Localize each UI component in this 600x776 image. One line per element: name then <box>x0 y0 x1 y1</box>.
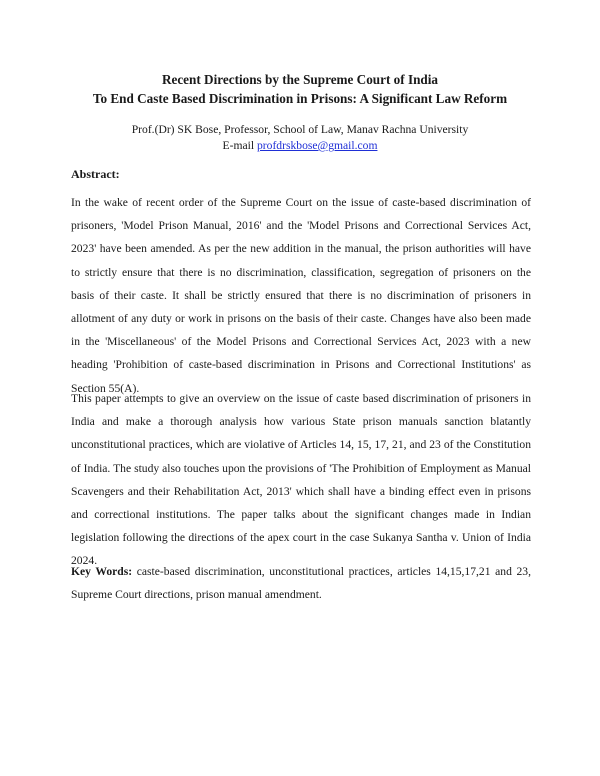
keywords-label: Key Words: <box>71 565 133 578</box>
abstract-paragraph-1: In the wake of recent order of the Supreme Court on the issue of caste-based discrimination of prisoners, 'Model Prison Manual, 2016' and the 'Model Prisons and Correctional Services Act, 2023' have been amended. As per the new addition in the manual, the prison authorities will have to strictly ensure that there is no discrimination, classification, segregation of prisoners on the basis of their caste. It shall be strictly ensured that there is no discrimination of prisoners in allotment of any duty or work in prisons on the basis of their caste. Changes have also been made in the 'Miscellaneous' of the Model Prisons and Correctional Services Act, 2023 with a new heading 'Prohibition of caste-based discrimination in Prisons and Correctional Institutions' as Section 55(A). <box>71 196 531 395</box>
email-line <box>0 138 600 154</box>
paper-title <box>0 70 600 108</box>
abstract-heading: Abstract: <box>71 167 120 181</box>
abstract-paragraph-2: This paper attempts to give an overview on the issue of caste based discrimination of prisoners in India and make a thorough analysis how various State prison manuals sanction blatantly unconstitutional practices, which are violative of Articles 14, 15, 17, 21, and 23 of the Constitution of India. The study also touches upon the provisions of 'The Prohibition of Employment as Manual Scavengers and their Rehabilitation Act, 2013' which shall have a binding effect even in prisons and correctional institutions. The paper talks about the significant changes made in Indian legislation following the directions of the apex court in the case Sukanya Santha v. Union of India 2024. <box>71 392 531 568</box>
title-line-2: To End Caste Based Discrimination in Prisons: A Significant Law Reform <box>92 91 508 106</box>
keywords-paragraph <box>71 560 531 606</box>
keywords-text: caste-based discrimination, unconstitutional practices, articles 14,15,17,21 and 23, Supreme Court directions, prison manual amendment. <box>71 565 531 602</box>
author-block <box>0 122 600 154</box>
email-label: E-mail <box>222 139 257 152</box>
author-line: Prof.(Dr) SK Bose, Professor, School of Law, Manav Rachna University <box>131 123 469 136</box>
title-line-1: Recent Directions by the Supreme Court of India <box>161 72 439 87</box>
email-link[interactable]: profdrskbose@gmail.com <box>256 139 378 152</box>
